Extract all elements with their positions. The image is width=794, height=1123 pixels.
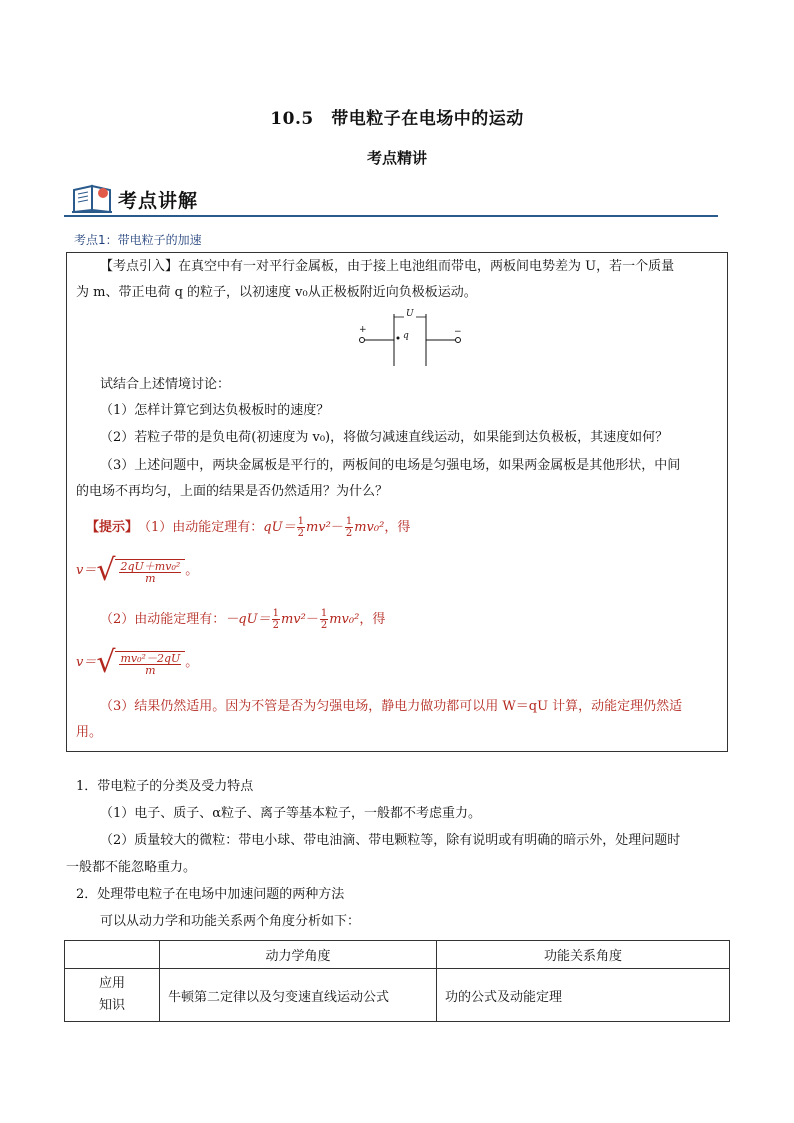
discuss-line: 试结合上述情境讨论： xyxy=(100,377,231,392)
hint-1-equation: 【提示】 （1）由动能定理有： qU＝ $\frac{1}{2}$ mv² － $\frac{1}{2}$ mv₀² ，得 xyxy=(86,516,411,539)
hint-tag: 【提示】 xyxy=(86,519,139,535)
heading-1: 1．带电粒子的分类及受力特点 xyxy=(76,779,254,794)
section-label: 考点讲解 xyxy=(118,190,199,212)
intro-line1: 【考点引入】在真空中有一对平行金属板，由于接上电池组而带电，两板间电势差为 U，若一个质量 xyxy=(100,259,675,274)
negative-terminal-label: − xyxy=(454,327,462,337)
question-3-line2: 的电场不再均匀，上面的结果是否仍然适用？为什么？ xyxy=(76,484,389,499)
paragraph-3: 可以从动力学和功能关系两个角度分析如下： xyxy=(100,914,361,929)
table-header-cell: 动力学角度 xyxy=(160,941,437,969)
paragraph-2-line2: 一般都不能忽略重力。 xyxy=(66,860,197,875)
intro-tag: 【考点引入】 xyxy=(100,259,179,274)
table-header-cell xyxy=(65,941,160,969)
voltage-label: U xyxy=(406,309,414,319)
hint-2-equation: （2）由动能定理有： －qU＝ $\frac{1}{2}$ mv² － $\frac{1}{2}$ mv₀² ，得 xyxy=(100,608,386,631)
question-2: （2）若粒子带的是负电荷(初速度为 v₀)，将做匀减速直线运动，如果能到达负极板，其速度如何？ xyxy=(100,430,669,445)
question-3-line1: （3）上述问题中，两块金属板是平行的，两板间的电场是匀强电场，如果两金属板是其他形状，中间 xyxy=(100,458,681,473)
positive-terminal-label: + xyxy=(359,325,367,335)
table-row-label: 应用 知识 xyxy=(65,969,160,1022)
page-title: 10.5 带电粒子在电场中的运动 xyxy=(270,109,524,129)
book-icon xyxy=(72,182,114,214)
table-header-cell: 功能关系角度 xyxy=(437,941,730,969)
sqrt-icon: √ xyxy=(96,645,116,680)
paragraph-2-line1: （2）质量较大的微粒：带电小球、带电油滴、带电颗粒等，除有说明或有明确的暗示外，处理问题时 xyxy=(100,833,681,848)
heading-2: 2．处理带电粒子在电场中加速问题的两种方法 xyxy=(76,887,345,902)
intro-line2: 为 m、带正电荷 q 的粒子，以初速度 v₀从正极板附近向负极板运动。 xyxy=(76,285,477,300)
hint-1-result: v＝ √ $\frac{\text{2qU＋mv₀²}}{m}$ 。 xyxy=(76,553,199,588)
page-subtitle: 考点精讲 xyxy=(366,149,427,167)
table-cell: 功的公式及动能定理 xyxy=(437,969,730,1022)
hint-3-line1: （3）结果仍然适用。因为不管是否为匀强电场，静电力做功都可以用 W＝qU 计算，动能定理仍然适 xyxy=(100,699,683,714)
question-1: （1）怎样计算它到达负极板时的速度？ xyxy=(100,403,330,418)
hint-2-result: v＝ √ $\frac{\text{mv₀²－2qU}}{m}$ 。 xyxy=(76,645,199,680)
section-divider xyxy=(64,215,718,217)
comparison-table xyxy=(64,940,730,1022)
table-header-row xyxy=(65,941,730,969)
hint-3-line2: 用。 xyxy=(76,725,103,740)
paragraph-1: （1）电子、质子、α粒子、离子等基本粒子，一般都不考虑重力。 xyxy=(100,806,482,821)
table-row xyxy=(65,969,730,1022)
charge-label: q xyxy=(403,331,409,341)
table-cell: 牛顿第二定律以及匀变速直线运动公式 xyxy=(160,969,437,1022)
point-label: 考点1：带电粒子的加速 xyxy=(74,233,202,247)
sqrt-icon: √ xyxy=(96,553,116,588)
